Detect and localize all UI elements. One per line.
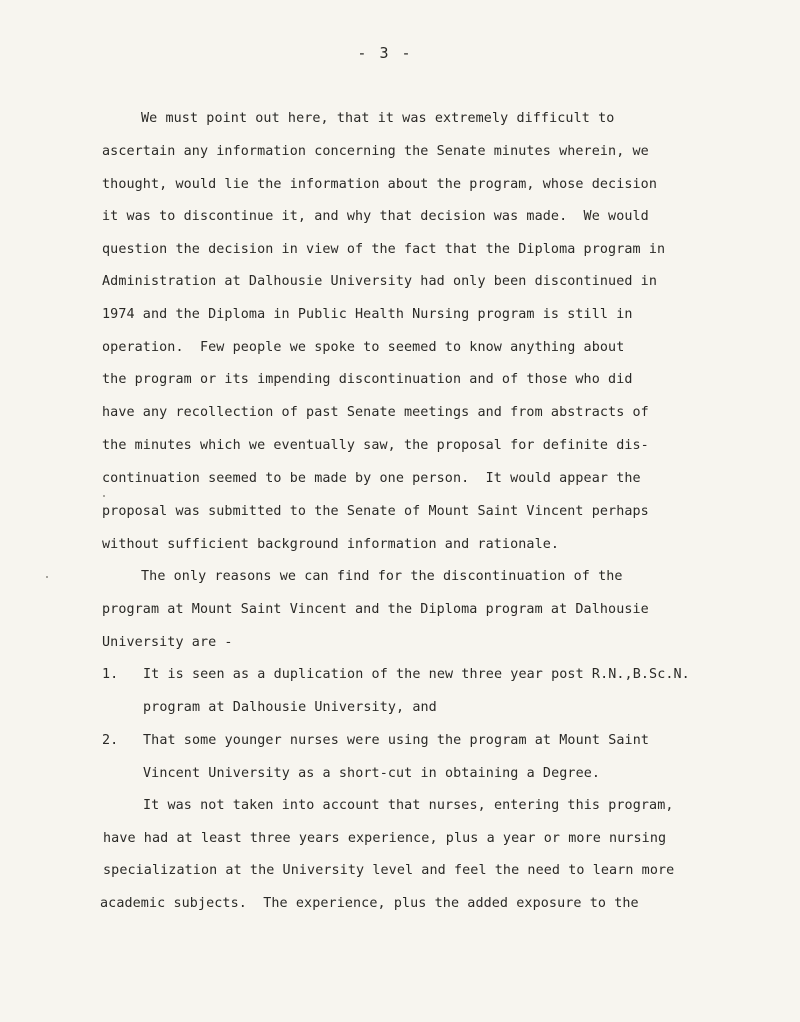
text-line: It was not taken into account that nurses, entering this program, — [143, 798, 674, 813]
text-line: ascertain any information concerning the Senate minutes wherein, we — [102, 144, 649, 159]
text-line: We must point out here, that it was extremely difficult to — [141, 111, 615, 126]
text-line: the minutes which we eventually saw, the proposal for definite dis- — [102, 438, 649, 453]
text-line: The only reasons we can find for the discontinuation of the — [141, 569, 623, 584]
text-line: program at Mount Saint Vincent and the Diploma program at Dalhousie — [102, 602, 649, 617]
text-line: continuation seemed to be made by one person. It would appear the — [102, 471, 641, 486]
text-line: without sufficient background information and rationale. — [102, 537, 560, 552]
text-line: Vincent University as a short-cut in obtaining a Degree. — [143, 766, 601, 781]
text-line: question the decision in view of the fact that the Diploma program in — [102, 242, 666, 257]
text-line: the program or its impending discontinuation and of those who did — [102, 372, 633, 387]
paper-speck — [103, 495, 105, 497]
text-line: That some younger nurses were using the program at Mount Saint — [143, 733, 650, 748]
text-line: operation. Few people we spoke to seemed to know anything about — [102, 340, 625, 355]
text-line: 1974 and the Diploma in Public Health Nursing program is still in — [102, 307, 633, 322]
text-line: thought, would lie the information about the program, whose decision — [102, 177, 658, 192]
text-line: Administration at Dalhousie University had only been discontinued in — [102, 274, 658, 289]
text-line: academic subjects. The experience, plus the added exposure to the — [100, 896, 639, 911]
text-line: proposal was submitted to the Senate of Mount Saint Vincent perhaps — [102, 504, 649, 519]
text-line: program at Dalhousie University, and — [143, 700, 437, 715]
page-number: - 3 - — [357, 44, 413, 62]
text-line: It is seen as a duplication of the new three year post R.N.,B.Sc.N. — [143, 667, 690, 682]
text-line: have had at least three years experience, plus a year or more nursing — [103, 831, 667, 846]
text-line: have any recollection of past Senate meetings and from abstracts of — [102, 405, 649, 420]
paper-speck — [46, 576, 48, 578]
text-line: specialization at the University level and feel the need to learn more — [103, 863, 675, 878]
text-line: it was to discontinue it, and why that decision was made. We would — [102, 209, 649, 224]
list-item-number: 1. — [102, 667, 119, 682]
text-line: University are - — [102, 635, 233, 650]
list-item-number: 2. — [102, 733, 119, 748]
